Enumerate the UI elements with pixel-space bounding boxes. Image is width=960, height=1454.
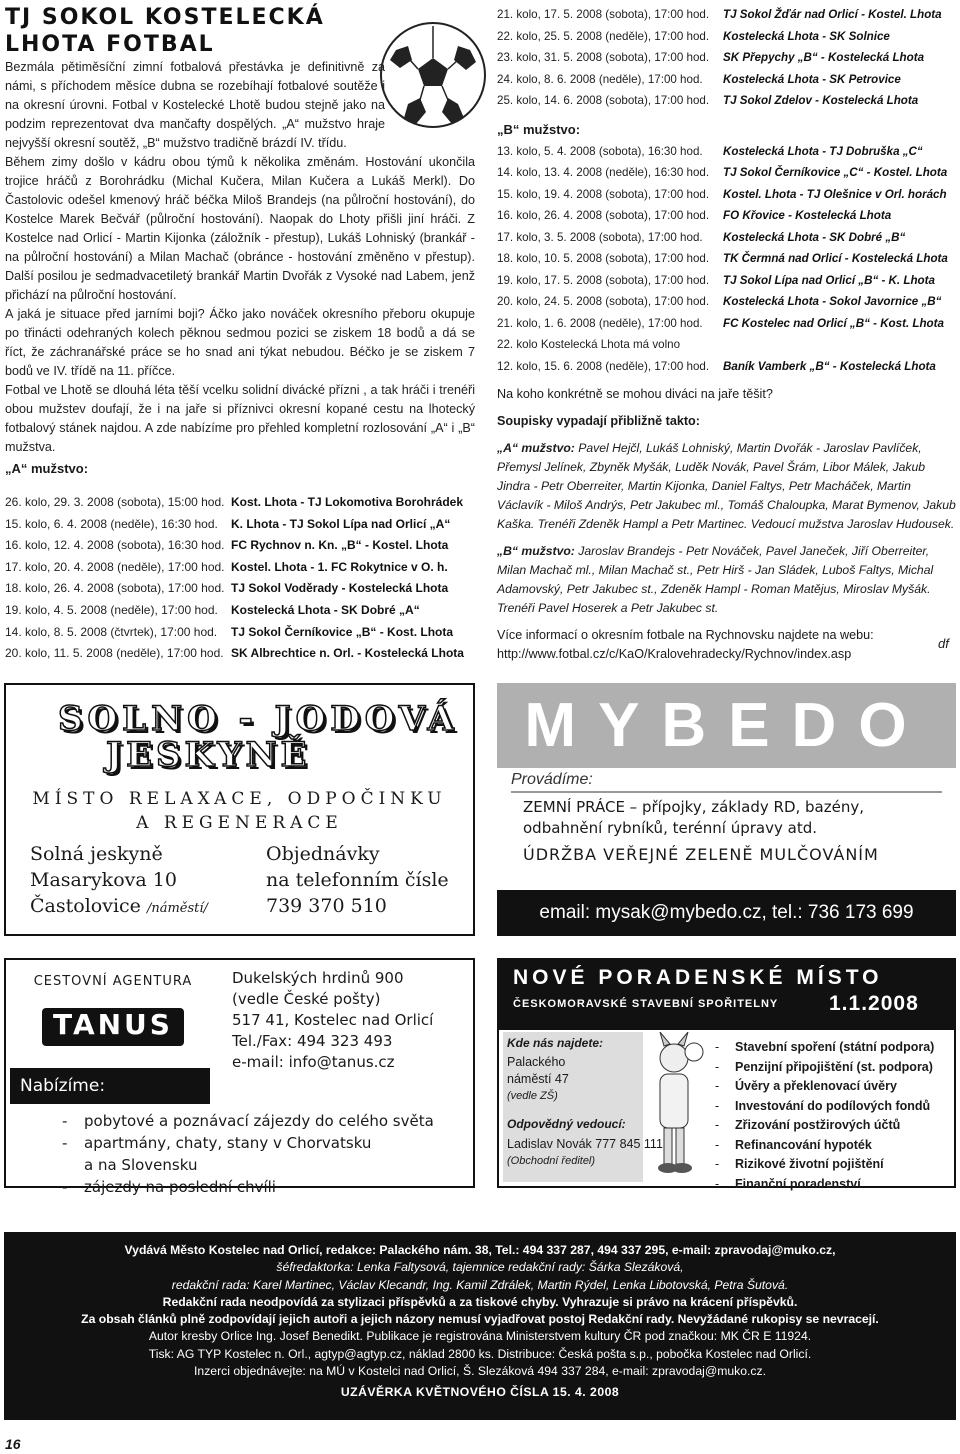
ad-salt-cave-contact [266, 841, 449, 919]
ad-advisory-line: Palackého [507, 1055, 566, 1069]
article-body [5, 58, 475, 457]
ad-advisory-note: (Obchodní ředitel) [507, 1155, 596, 1167]
match-date: 19. kolo, 4. 5. 2008 (neděle), 17:00 hod. [5, 602, 218, 617]
roster-a [497, 439, 957, 534]
match-date: 15. kolo, 6. 4. 2008 (neděle), 16:30 hod. [5, 516, 218, 531]
match-date: 18. kolo, 26. 4. 2008 (sobota), 17:00 hod. [5, 581, 225, 596]
footer-line: Za obsah článků plně zodpovídají jejich autoři a jejich názory nemusí vyjadřovat postoj Redakční rady. Nevyžádané rukopisy se nevracejí. [81, 1312, 879, 1327]
ad-tanus-item: a na Slovensku [84, 1156, 198, 1174]
match-teams: K. Lhota - TJ Sokol Lípa nad Orlicí „A“ [231, 516, 451, 531]
page-number: 16 [5, 1436, 21, 1452]
footer-line: šéfredaktorka: Lenka Faltysová, tajemnice redakční rady: Šárka Slezáková, [276, 1260, 684, 1275]
ad-advisory-service-label: Finanční poradenství [735, 1176, 861, 1191]
ad-tanus-item: apartmány, chaty, stany v Chorvatsku [84, 1134, 372, 1152]
match-teams: Kostelecká Lhota - TJ Dobruška „C“ [723, 144, 923, 158]
ad-advisory-service-item: - Finanční poradenství [715, 1175, 934, 1195]
schedule-row [5, 514, 475, 536]
match-date: 15. kolo, 19. 4. 2008 (sobota), 17:00 hod. [497, 187, 710, 201]
schedule-row [5, 622, 475, 644]
match-date: 12. kolo, 15. 6. 2008 (neděle), 17:00 hod. [497, 359, 710, 373]
ad-advisory-service-item: - Zřizování postžirových účtů [715, 1116, 934, 1136]
match-teams: Kostel. Lhota - TJ Olešnice v Orl. horách [723, 187, 947, 201]
ad-tanus-item: pobytové a poznávací zájezdy do celého světa [84, 1112, 434, 1130]
ad-salt-cave-subtitle2: A REGENERACE [136, 813, 343, 833]
ad-advisory-line: náměstí 47 [507, 1072, 569, 1086]
article-paragraph: Během zimy došlo v kádru obou týmů k několika změnám. Hostování ukončila trojice hráčů z Borohrádku (Michal Kučera, Milan Kučera a Lukáš Merkl). Do Častolovic odešel kmenový hráč béčka Miloš Brandejs (na půlroční hostování), do Kostelce Marek Bečvář (půlroční hostování). Naopak do Lhoty přišli jiní hráči. Z Kostelce nad Orlicí - Martin Kijonka (záložník - přestup), Lukáš Lohniský (brankář - na půlroční hostování) a Milan Machač (obránce - hostování změněno v přestup). Další posilou je sedmadvacetiletý brankář Martin Dvořák z Vysoké nad Labem, jenž přichází na půlroční hostování. [5, 155, 475, 302]
ad-tanus-email: e-mail: info@tanus.cz [232, 1053, 395, 1071]
roster-a-text: Pavel Hejčl, Lukáš Lohniský, Martin Dvořák - Jaroslav Pavlíček, Přemysl Jelínek, Zbyněk Myšák, Luděk Novák, Pavel Šrám, Libor Málek, Jakub Jindra - Petr Oberreiter, Martin Kijonka, Daniel Faltys, Petr Macháček, Martin Václavík - Miloš Andrýs, Petr Jakubec ml., Tomáš Chaloupka, Marat Bymenov, Jakub Kaška. Trenéři Zdeněk Hampl a Petr Martinec. Vedoucí mužstva Jaroslav Hudousek. [497, 441, 956, 531]
match-teams: SK Albrechtice n. Orl. - Kostelecká Lhota [231, 646, 464, 661]
match-date: 25. kolo, 14. 6. 2008 (sobota), 17:00 hod. [497, 94, 710, 107]
ad-salt-cave [4, 683, 475, 936]
author-signature: df [938, 636, 949, 651]
schedule-row [497, 184, 957, 206]
more-info-link[interactable]: http://www.fotbal.cz/c/KaO/Kralovehradecky/Rychnov/index.asp [497, 647, 852, 661]
ad-mybedo-label: Provádíme: [511, 771, 593, 788]
roster-b-text: Jaroslav Brandejs - Petr Nováček, Pavel Janeček, Jiří Oberreiter, Milan Machač ml., Milan Machač st., Petr Hirš - Jan Sládek, Luboš Faltys, Michal Adamovský, Petr Jakubec st., Zdeněk Hampl - Roman Matějus, Miroslav Myšák. Trenéři Pavel Hoserek a Petr Jakubec st. [497, 544, 934, 615]
match-teams: Kostelecká Lhota - Sokol Javornice „B“ [723, 295, 942, 308]
schedule-row [497, 313, 957, 335]
divider [511, 791, 942, 793]
ad-advisory-title: NOVÉ PORADENSKÉ MÍSTO [513, 966, 883, 989]
ad-advisory-service-label: Penzijní připojištění (st. podpora) [735, 1059, 933, 1074]
ad-tanus [4, 958, 475, 1196]
schedule-row [497, 47, 957, 69]
ad-advisory-address [507, 1054, 569, 1105]
schedule-row [497, 26, 957, 48]
match-teams: TJ Sokol Černíkovice „C“ - Kostel. Lhota [723, 166, 948, 179]
team-a-schedule [5, 458, 475, 665]
match-date: 18. kolo, 10. 5. 2008 (sobota), 17:00 hod. [497, 252, 710, 265]
ad-salt-cave-phone: 739 370 510 [266, 895, 387, 917]
match-teams: SK Přepychy „B“ - Kostelecká Lhota [723, 51, 925, 64]
match-teams: TK Čermná nad Orlicí - Kostelecká Lhota [723, 252, 948, 265]
article-paragraph: A jaká je situace před jarními boji? Áčko jako nováček okresního přeboru okupuje po třinácti odehraných kolech pěknou sedmou pozici se ziskem 18 bodů a dá se říct, že záchranářské práce se ho snad ani týkat nebudou. Béčko je se ziskem 7 bodů ve IV. třídě na 11. příčce. [5, 307, 475, 378]
ad-advisory-service-item: - Úvěry a překlenovací úvěry [715, 1077, 934, 1097]
ad-advisory-office [497, 958, 956, 1191]
ad-advisory-where-label: Kde nás najdete: [507, 1036, 604, 1050]
match-date: 17. kolo, 3. 5. 2008 (sobota), 17:00 hod. [497, 230, 703, 244]
roster-a-label: „A“ mužstvo: [497, 441, 575, 455]
match-date: 16. kolo, 12. 4. 2008 (sobota), 16:30 hod. [5, 538, 225, 553]
ad-mybedo [497, 683, 956, 936]
ad-salt-cave-line: Častolovice [30, 895, 141, 917]
schedule-row [497, 270, 957, 292]
match-date: 22. kolo, 25. 5. 2008 (neděle), 17:00 hod. [497, 29, 710, 43]
schedule-row [497, 356, 957, 378]
ad-advisory-manager-label: Odpovědný vedoucí: [507, 1117, 626, 1131]
schedule-row [5, 600, 475, 622]
ad-tanus-offer-label: Nabízíme: [10, 1068, 210, 1104]
ad-salt-cave-title2: JESKYNĚ [106, 735, 311, 775]
match-date: 19. kolo, 17. 5. 2008 (sobota), 17:00 hod. [497, 273, 710, 287]
ad-salt-cave-subtitle: MÍSTO RELAXACE, ODPOČINKU [32, 789, 447, 809]
match-teams: TJ Sokol Černíkovice „B“ - Kost. Lhota [231, 624, 454, 639]
ad-advisory-header [499, 960, 954, 1030]
ad-advisory-service-item: - Stavební spoření (státní podpora) [715, 1038, 934, 1058]
match-date: 22. kolo Kostelecká Lhota má volno [497, 338, 681, 351]
ad-tanus-line: 517 41, Kostelec nad Orlicí [232, 1011, 434, 1029]
ad-advisory-subtitle: ČESKOMORAVSKÉ STAVEBNÍ SPOŘITELNY [513, 998, 779, 1010]
match-teams: Kostelecká Lhota - SK Petrovice [723, 72, 901, 86]
ad-mybedo-title: MYBEDO [497, 683, 956, 768]
match-date: 21. kolo, 1. 6. 2008 (neděle), 17:00 hod. [497, 316, 703, 330]
match-teams: TJ Sokol Lípa nad Orlicí „B“ - K. Lhota [723, 273, 935, 287]
match-teams: Kost. Lhota - TJ Lokomotiva Borohrádek [231, 495, 464, 509]
tanus-logo-arc-text: CESTOVNÍ AGENTURA [33, 974, 193, 989]
ad-mybedo-maintenance: ÚDRŽBA VEŘEJNÉ ZELENĚ MULČOVÁNÍM [523, 845, 879, 864]
footer-line: Inzerci objednávejte: na MÚ v Kostelci nad Orlicí, Š. Slezáková 494 337 284, e-mail: zpravodaj@muko.cz. [194, 1364, 766, 1379]
question-text: Na koho konkrétně se mohou diváci na jaře těšit? [497, 387, 773, 401]
ad-salt-cave-line: Solná jeskyně [30, 843, 163, 865]
schedule-row [497, 69, 957, 91]
match-teams: Kostel. Lhota - 1. FC Rokytnice v O. h. [231, 559, 448, 574]
footer-line: Vydává Město Kostelec nad Orlicí, redakce: Palackého nám. 38, Tel.: 494 337 287, 494 337 295, e-mail: zpravodaj@muko.cz, [124, 1243, 836, 1257]
ad-tanus-address [232, 968, 433, 1073]
match-teams: Kostelecká Lhota - SK Dobré „A“ [231, 602, 420, 617]
ad-salt-cave-title: SOLNO - JODOVÁ [58, 699, 459, 739]
imprint-footer [4, 1232, 956, 1420]
schedule-row [5, 492, 475, 514]
roster-b-label: „B“ mužstvo: [497, 544, 575, 558]
match-date: 16. kolo, 26. 4. 2008 (sobota), 17:00 hod. [497, 209, 710, 222]
ad-advisory-service-item: - Refinancování hypoték [715, 1136, 934, 1156]
footer-line: redakční rada: Karel Martinec, Václav Klecandr, Ing. Kamil Zdrálek, Martin Rýdel, Lenka Libotovská, Petra Šutová. [171, 1277, 789, 1292]
match-teams: TJ Sokol Zdelov - Kostelecká Lhota [723, 94, 919, 107]
article-paragraph: Bezmála pětiměsíční zimní fotbalová přestávka je definitivně za námi, s příchodem měsíce dubna se rozebíhají fotbalové soutěže i na okresní úrovni. Fotbal v Kostelecké Lhotě budou stejně jako na podzim reprezentovat dva mančafty dospělých. „A“ mužstvo hraje nejvyšší okresní soutěž, „B“ mužstvo tradičně brázdí IV. třídu. [5, 60, 385, 150]
match-date: 26. kolo, 29. 3. 2008 (sobota), 15:00 hod. [5, 495, 225, 509]
match-date: 20. kolo, 24. 5. 2008 (sobota), 17:00 hod. [497, 295, 710, 308]
ad-tanus-offer-list: - pobytové a poznávací zájezdy do celého světa - apartmány, chaty, stany v Chorvatsku a na Slovensku - zájezdy na poslední chvíli [62, 1112, 434, 1196]
schedule-row [497, 4, 957, 26]
ad-salt-cave-line: Objednávky [266, 843, 380, 865]
article-title: TJ SOKOL KOSTELECKÁ LHOTA FOTBAL [5, 5, 325, 57]
team-a-heading: „A“ mužstvo: [5, 461, 89, 476]
match-teams: Kostelecká Lhota - SK Dobré „B“ [723, 230, 906, 244]
ad-tanus-line: (vedle České pošty) [232, 990, 381, 1008]
schedule-row [497, 227, 957, 249]
ad-advisory-date: 1.1.2008 [829, 992, 919, 1015]
ad-salt-cave-line: na telefonním čísle [266, 869, 449, 891]
ad-advisory-manager-name: Ladislav Novák 777 845 111 [507, 1137, 663, 1151]
schedule-row [5, 557, 475, 579]
match-date: 23. kolo, 31. 5. 2008 (sobota), 17:00 hod. [497, 51, 710, 64]
ad-advisory-service-label: Refinancování hypoték [735, 1137, 872, 1152]
schedule-row [497, 205, 957, 227]
schedule-row [497, 162, 957, 184]
match-teams: TJ Sokol Voděrady - Kostelecká Lhota [231, 581, 449, 596]
ad-advisory-service-label: Rizikové životní pojištění [735, 1157, 884, 1171]
footer-deadline: UZÁVĚRKA KVĚTNOVÉHO ČÍSLA 15. 4. 2008 [340, 1385, 620, 1400]
ad-salt-cave-address [30, 841, 208, 922]
ad-advisory-note: (vedle ZŠ) [507, 1090, 558, 1102]
ad-mybedo-contact: email: mysak@mybedo.cz, tel.: 736 173 699 [497, 890, 956, 936]
more-info-text: Více informací o okresním fotbale na Rychnovsku najdete na webu: [497, 628, 874, 642]
match-teams: FO Křovice - Kostelecká Lhota [723, 209, 892, 222]
article-paragraph: Fotbal ve Lhotě se dlouhá léta těší vcelku solidní divácké přízni , a tak hráči i trenéři obou mužstev doufají, že i na jaře si příznivci okresní kopané cestu na lhotecký fotbalový stánek najdou. A zde nabízíme pro přehled kompletní rozlosování „A“ i „B“ mužstva. [5, 383, 475, 454]
match-date: 14. kolo, 8. 5. 2008 (čtvrtek), 17:00 hod. [5, 624, 218, 639]
match-date: 24. kolo, 8. 6. 2008 (neděle), 17:00 hod. [497, 72, 703, 86]
ad-tanus-phone: Tel./Fax: 494 323 493 [232, 1032, 393, 1050]
ad-advisory-service-label: Investování do podílových fondů [735, 1098, 931, 1113]
schedule-row [5, 578, 475, 600]
schedule-row [497, 291, 957, 313]
match-date: 21. kolo, 17. 5. 2008 (sobota), 17:00 hod. [497, 8, 710, 21]
ad-advisory-service-item: - Investování do podílových fondů [715, 1097, 934, 1117]
ad-advisory-service-item: - Penzijní připojištění (st. podpora) [715, 1058, 934, 1078]
footer-line: Tisk: AG TYP Kostelec n. Orl., agtyp@agtyp.cz, náklad 2800 ks. Distribuce: Česká pošta s.p., pobočka Kostelec nad Orlicí. [148, 1346, 812, 1361]
right-column [497, 4, 957, 664]
footer-line: Redakční rada neodpovídá za stylizaci příspěvků a za tiskové chyby. Vyhrazuje si právo na krácení příspěvků. [162, 1294, 798, 1309]
match-teams: FC Kostelec nad Orlicí „B“ - Kost. Lhota [723, 316, 944, 330]
schedule-row [497, 334, 957, 356]
ad-advisory-service-item: - Rizikové životní pojištění [715, 1155, 934, 1175]
match-date: 13. kolo, 5. 4. 2008 (sobota), 16:30 hod. [497, 144, 703, 158]
ad-advisory-manager [507, 1136, 663, 1170]
ad-advisory-service-label: Úvěry a překlenovací úvěry [735, 1079, 897, 1093]
footer-line: Autor kresby Orlice Ing. Josef Benedikt. Publikace je registrována Ministerstvem kultury ČR pod značkou: MK ČR E 11924. [148, 1329, 812, 1344]
ad-tanus-line: Dukelských hrdinů 900 [232, 969, 404, 987]
schedule-row [497, 141, 957, 163]
tanus-logo-name: TANUS [53, 1008, 173, 1041]
ad-advisory-services [715, 1038, 934, 1194]
ad-mybedo-services: ZEMNÍ PRÁCE – přípojky, základy RD, bazény, odbahnění rybníků, terénní úpravy atd. [523, 798, 864, 837]
ad-advisory-service-label: Zřizování postžirových účtů [735, 1118, 901, 1132]
schedule-row [497, 90, 957, 112]
ad-advisory-service-label: Stavební spoření (státní podpora) [735, 1040, 935, 1054]
ad-salt-cave-line: Masarykova 10 [30, 869, 177, 891]
ad-salt-cave-note: /náměstí/ [146, 901, 208, 916]
schedule-row [5, 535, 475, 557]
match-teams: Baník Vamberk „B“ - Kostelecká Lhota [723, 359, 936, 373]
schedule-row [5, 643, 475, 665]
roster-b [497, 542, 957, 618]
match-teams: FC Rychnov n. Kn. „B“ - Kostel. Lhota [231, 538, 449, 553]
team-b-heading: „B“ mužstvo: [497, 121, 581, 137]
match-date: 14. kolo, 13. 4. 2008 (neděle), 16:30 hod. [497, 166, 710, 179]
match-date: 20. kolo, 11. 5. 2008 (neděle), 17:00 hod. [5, 646, 224, 661]
match-teams: Kostelecká Lhota - SK Solnice [723, 29, 890, 43]
roster-heading: Soupisky vypadají přibližně takto: [497, 414, 700, 428]
match-teams: TJ Sokol Žďár nad Orlicí - Kostel. Lhota [723, 8, 942, 21]
match-date: 17. kolo, 20. 4. 2008 (neděle), 17:00 hod. [5, 559, 225, 574]
ad-tanus-item: zájezdy na poslední chvíli [84, 1178, 276, 1196]
schedule-row [497, 248, 957, 270]
